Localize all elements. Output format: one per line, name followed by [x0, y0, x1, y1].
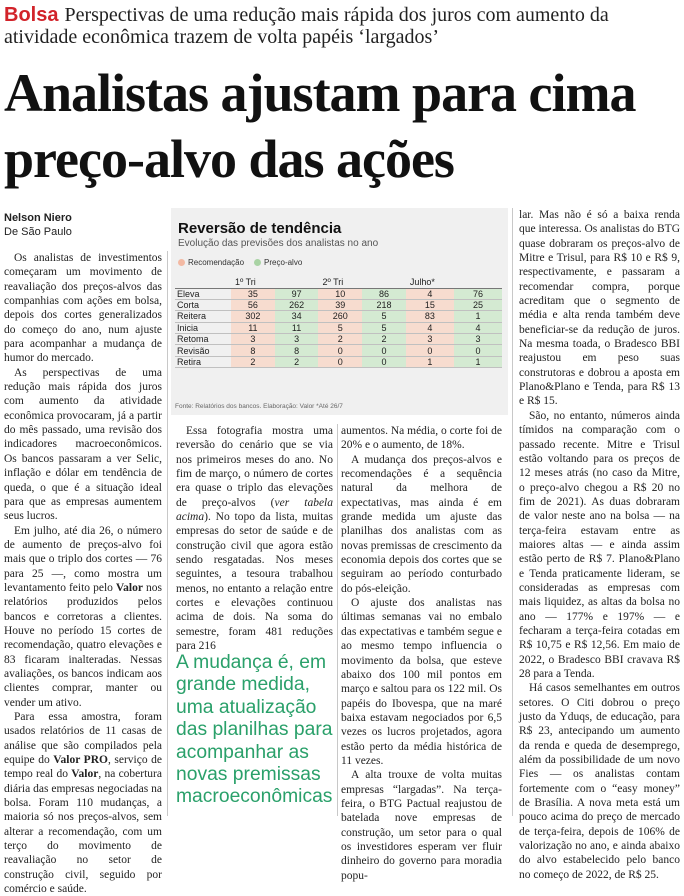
column-divider: [512, 208, 513, 816]
preco-alvo-cell: 1: [454, 311, 502, 322]
recomendacao-cell: 0: [318, 356, 362, 367]
recomendacao-cell: 0: [406, 345, 454, 356]
preco-alvo-cell: 8: [275, 345, 319, 356]
recomendacao-cell: 10: [318, 288, 362, 299]
text-span: nos relatórios produzidos pelos bancos e corretoras a clientes. Houve no período 15 cortes de recomendação, quatro elevações e 83 ficaram inalteradas. Nessas avaliações, os bancos indicam aos clientes comprar, manter ou vender um ativo.: [4, 581, 162, 709]
preco-alvo-cell: 3: [275, 334, 319, 345]
article-column-1: [4, 251, 162, 896]
row-label: Revisão: [175, 345, 231, 356]
text-span: , na cobertura diária das empresas negociadas na bolsa. Foram 110 mudanças, a maioria só nos preços-alvos, sem alterar a recomendação, com um terço do movimento de reavaliação no setor de construção civil, seguido por comércio e saúde.: [4, 768, 162, 896]
kicker: [4, 4, 680, 48]
paragraph: Os analistas de investimentos começaram um movimento de reavaliação dos preços-alvos das companhias com ações em bolsa, depois dos cortes generalizados do começo do ano, num ajuste para acompanhar a mudança de humor do mercado.: [4, 252, 162, 365]
recomendacao-cell: 2: [318, 334, 362, 345]
recomendacao-cell: 39: [318, 299, 362, 310]
text-span: Essa fotografia mostra uma reversão do cenário que se via nos primeiros meses do ano. No fim de março, o número de cortes era quase o triplo das elevações de preço-alvos (: [176, 425, 333, 509]
recomendacao-cell: 3: [406, 334, 454, 345]
recomendacao-cell: 35: [231, 288, 275, 299]
preco-alvo-cell: 2: [275, 356, 319, 367]
paragraph: lar. Mas não é só a baixa renda que interessa. Os analistas do BTG quase dobraram os preços-alvo de Mitre e Trisul, para R$ 10 e R$ 9, respectivamente, e passaram a recomendar compra, porque acreditam que o segmento de média e alta renda também deve beneficiar-se da redução de juros. Na mesma toada, o Bradesco BBI reajustou em peso suas construtoras e dobrou a aposta em Plano&Plano e Tenda, para R$ 13 e R$ 15.: [519, 209, 680, 408]
recomendacao-cell: 0: [318, 345, 362, 356]
table-row: [175, 322, 502, 333]
table-row: [175, 299, 502, 310]
preco-alvo-cell: 218: [362, 299, 406, 310]
table-row: [175, 334, 502, 345]
preco-alvo-cell: 5: [362, 322, 406, 333]
legend-item: [178, 258, 244, 267]
recomendacao-cell: 2: [231, 356, 275, 367]
legend-swatch: [178, 259, 185, 266]
row-label: Eleva: [175, 288, 231, 299]
recomendacao-cell: 4: [406, 322, 454, 333]
period-header: 2º Tri: [318, 277, 405, 288]
paragraph: A mudança dos preços-alvos e recomendações é a sequência natural da melhora de expectativas, mas ainda é em grande medida um ajuste das planilhas dos analistas com as novas premissas de crescimento da economia depois dos cortes que se seguiram ao período conturbado do pós-eleição.: [341, 453, 502, 595]
article-column-3: [341, 424, 502, 883]
article-column-4: [519, 208, 680, 882]
paragraph: [176, 424, 333, 654]
byline: [4, 211, 72, 239]
recomendacao-cell: 15: [406, 299, 454, 310]
paragraph: aumentos. Na média, o corte foi de 20% e o aumento, de 18%.: [341, 425, 502, 452]
table-row: [175, 345, 502, 356]
recomendacao-cell: 5: [318, 322, 362, 333]
preco-alvo-cell: 0: [362, 356, 406, 367]
preco-alvo-cell: 4: [454, 322, 502, 333]
row-label: Inicia: [175, 322, 231, 333]
legend-item: [254, 258, 302, 267]
paragraph: As perspectivas de uma redução mais rápida dos juros com aumento da atividade econômica provocaram, já a partir do mês passado, uma revisão dos indicadores macroeconômicos. Os bancos passaram a ver Selic, inflação e dólar em tendência de queda, o que é a situação ideal para que as empresas aumentem seus lucros.: [4, 366, 162, 523]
article-column-2: [176, 424, 333, 654]
byline-location: De São Paulo: [4, 226, 72, 238]
preco-alvo-cell: 262: [275, 299, 319, 310]
row-label: Corta: [175, 299, 231, 310]
paragraph: [4, 524, 162, 710]
text-span: ). No topo da lista, muitas empresas do setor de saúde e de construção civil que agora estão sendo resgatadas. Nos meses seguintes, a tesoura trabalhou menos, no entanto a relação entre cortes e elevações continuou acima de dois. Na soma do semestre, foram 481 reduções para 216: [176, 511, 333, 653]
byline-author: Nelson Niero: [4, 212, 72, 224]
recomendacao-cell: 11: [231, 322, 275, 333]
legend-swatch: [254, 259, 261, 266]
preco-alvo-cell: 5: [362, 311, 406, 322]
trend-table: [171, 208, 508, 415]
section-tag: Bolsa: [4, 4, 59, 26]
text-span: Em julho, até dia 26, o número de aumento de preços-alvo foi mais que o triplo dos cortes — 76 para 25 —, como mostra um levantamento feito pelo: [4, 524, 162, 594]
preco-alvo-cell: 97: [275, 288, 319, 299]
row-label: Retoma: [175, 334, 231, 345]
recomendacao-cell: 260: [318, 311, 362, 322]
paragraph: Há casos semelhantes em outros setores. O Citi dobrou o preço justo da Yduqs, de educação, para R$ 23, antecipando um aumento da renda e queda de desemprego, além da possibilidade de um novo Fies — os analistas contam fortemente com o “easy money” de Brasília. A nova meta está um pouco acima do preço de mercado de terça-feira, depois de 106% de valorização no ano, e ainda abaixo do alvo estabelecido pelo banco no começo de 2022, de R$ 25.: [519, 682, 680, 881]
table-source: Fonte: Relatórios dos bancos. Elaboração: Valor *Até 26/7: [175, 403, 343, 410]
table-title: Reversão de tendência: [178, 220, 342, 237]
publication-name: Valor: [71, 768, 99, 781]
table-row: [175, 356, 502, 367]
column-divider: [167, 251, 168, 816]
text-span: , serviço de tempo real do: [4, 754, 162, 781]
preco-alvo-cell: 11: [275, 322, 319, 333]
preco-alvo-cell: 86: [362, 288, 406, 299]
table-subtitle: Evolução das previsões dos analistas no ano: [178, 238, 379, 249]
preco-alvo-cell: 25: [454, 299, 502, 310]
table-row: [175, 288, 502, 299]
table-header-row: [175, 277, 502, 288]
recomendacao-cell: 8: [231, 345, 275, 356]
headline: Analistas ajustam para cima preço-alvo das ações: [4, 63, 636, 189]
legend-label: Preço-alvo: [264, 258, 303, 267]
recomendacao-cell: 3: [231, 334, 275, 345]
paragraph: São, no entanto, números ainda tímidos na comparação com o passado recente. Mitre e Trisul estão voltando para os preços de 12 meses atrás (no caso da Mitre, o preço-alvo chegou a R$ 20 no fim de 2021). As duas dobraram de valor neste ano na bolsa — na terça-feira estavam entre as maiores altas — e ainda assim estão perto de R$ 7. Plano&Plano e Tenda praticamente lideram, se consideradas as empresas com mais liquidez, as altas da bolsa no ano — 177% e 197% — e fecharam a terça-feira cotadas em R$ 10,75 e R$ 12,56. Em maio de 2022, o Bradesco BBI cravava R$ 28 para a Tenda.: [519, 409, 680, 680]
preco-alvo-cell: 2: [362, 334, 406, 345]
table-row: [175, 311, 502, 322]
publication-name: Valor PRO: [53, 754, 108, 767]
paragraph: O ajuste dos analistas nas últimas semanas vai no embalo das expectativas e também segue e ao mesmo tempo influencia o movimento da bolsa, que esteve abaixo dos 100 mil pontos em março e saltou para os 122 mil. Os papéis do Ibovespa, que na maré baixa estavam negociados por 6,5 vezes os lucros projetados, agora estão perto da média histórica de 11 vezes.: [341, 597, 502, 767]
data-table: [175, 277, 502, 368]
preco-alvo-cell: 0: [454, 345, 502, 356]
recomendacao-cell: 302: [231, 311, 275, 322]
recomendacao-cell: 4: [406, 288, 454, 299]
paragraph: [4, 710, 162, 896]
text-span: Para essa amostra, foram usados relatórios de 11 casas de análise que são compilados pela equipe do: [4, 711, 162, 767]
preco-alvo-cell: 76: [454, 288, 502, 299]
pull-quote: A mudança é, em grande medida, uma atualização das planilhas para acompanhar as novas premissas macroeconômicas: [176, 652, 333, 808]
publication-name: Valor: [115, 581, 143, 594]
recomendacao-cell: 1: [406, 356, 454, 367]
paragraph: A alta trouxe de volta muitas empresas “largadas”. Na terça-feira, o BTG Pactual reajustou de batelada nove empresas de construção, um setor para o qual os investidores esperam ver fluir dinheiro do governo para moradia popu-: [341, 769, 502, 882]
column-divider: [337, 424, 338, 816]
kicker-text: Perspectivas de uma redução mais rápida dos juros com aumento da atividade econômica trazem de volta papéis ‘largados’: [4, 4, 609, 48]
legend-label: Recomendação: [188, 258, 245, 267]
row-label: Retira: [175, 356, 231, 367]
table-legend: [178, 258, 302, 267]
preco-alvo-cell: 0: [362, 345, 406, 356]
preco-alvo-cell: 3: [454, 334, 502, 345]
period-header: 1º Tri: [231, 277, 318, 288]
table-reference: ver tabela acima: [176, 496, 333, 524]
preco-alvo-cell: 1: [454, 356, 502, 367]
header-cell: [175, 277, 231, 288]
row-label: Reitera: [175, 311, 231, 322]
preco-alvo-cell: 34: [275, 311, 319, 322]
recomendacao-cell: 83: [406, 311, 454, 322]
period-header: Julho*: [406, 277, 502, 288]
recomendacao-cell: 56: [231, 299, 275, 310]
